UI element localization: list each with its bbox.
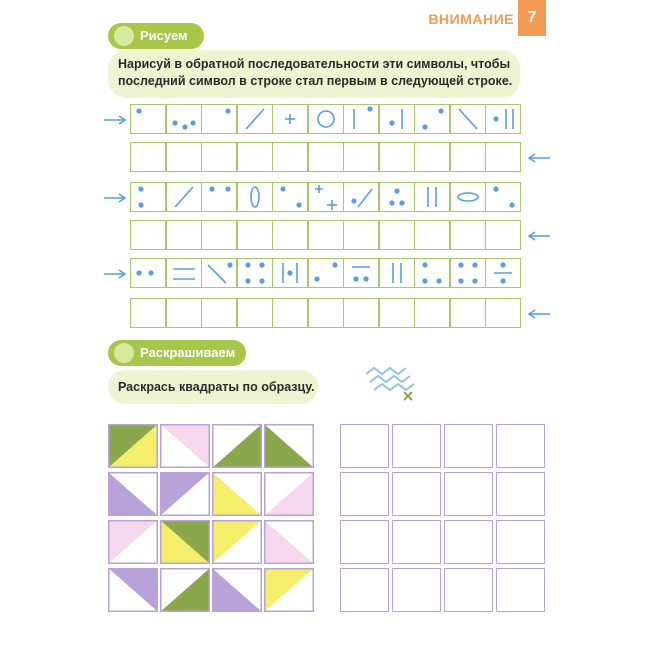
dot-vbar-symbol [380,105,414,133]
empty-symbol-cell[interactable] [130,298,166,328]
section-badge-draw [108,23,204,49]
symbol-cell [201,258,237,288]
symbol-cell [166,258,202,288]
empty-symbol-cell[interactable] [485,220,521,250]
pattern-square [160,472,210,516]
symbol-cell [414,104,450,134]
slash-symbol [167,183,201,211]
pattern-square [212,472,262,516]
symbol-cell [130,182,166,212]
empty-square[interactable] [496,424,545,468]
empty-symbol-cell[interactable] [343,220,379,250]
section-draw-title: Рисуем [140,28,188,43]
pattern-square [108,424,158,468]
dots-2h-symbol [131,259,165,287]
symbol-cell [272,104,308,134]
empty-symbol-cell[interactable] [166,298,202,328]
dot-2bars-symbol [486,105,520,133]
empty-square[interactable] [392,472,441,516]
empty-symbol-cell[interactable] [343,298,379,328]
palette-icon [114,26,134,46]
empty-square[interactable] [392,520,441,564]
dots-h-symbol [202,183,236,211]
circle-symbol [309,105,343,133]
brush-icon [114,343,134,363]
empty-symbol-cell[interactable] [272,220,308,250]
plus-symbol [273,105,307,133]
dot-dot-small-symbol [309,259,343,287]
pattern-square [212,568,262,612]
symbol-cell [166,104,202,134]
symbol-cell [130,258,166,288]
symbol-cell [379,258,415,288]
dots-4b-symbol [451,259,485,287]
pattern-square [160,568,210,612]
pattern-square [108,568,158,612]
empty-symbol-cell[interactable] [237,298,273,328]
empty-symbol-cell[interactable] [201,298,237,328]
section-color-title: Раскрашиваем [140,345,236,360]
dot-tl-symbol [131,105,165,133]
pattern-square [264,424,314,468]
symbol-cell [379,104,415,134]
empty-symbol-cell[interactable] [166,220,202,250]
slash-symbol [238,105,272,133]
dots-diag2-symbol [273,183,307,211]
empty-symbol-cell[interactable] [237,142,273,172]
bars-2b-symbol [380,259,414,287]
empty-square[interactable] [444,568,493,612]
instruction-line-1: Нарисуй в обратной последовательности эти символы, чтобы [118,57,511,71]
dots-3b-symbol [380,183,414,211]
pattern-square [160,520,210,564]
instruction-line-2: последний символ в строке стал первым в следующей строке. [118,74,513,88]
empty-symbol-cell[interactable] [272,142,308,172]
arrow-right-icon [104,267,128,279]
dots-3-symbol [167,105,201,133]
empty-square[interactable] [340,472,389,516]
ellipse-h-symbol [451,183,485,211]
symbol-cell [308,258,344,288]
symbol-cell [485,258,521,288]
pattern-square [212,424,262,468]
symbol-cell [343,104,379,134]
symbol-row [130,104,520,134]
empty-symbol-cell[interactable] [308,298,344,328]
symbol-cell [308,182,344,212]
pattern-square [264,472,314,516]
dot-slash-symbol [344,183,378,211]
arrow-right-icon [104,191,128,203]
symbol-cell [130,104,166,134]
symbol-cell [485,104,521,134]
symbol-cell [450,104,486,134]
symbol-cell [272,258,308,288]
empty-symbol-cell[interactable] [485,142,521,172]
bar-dot-bar-symbol [273,259,307,287]
empty-symbol-cell[interactable] [450,142,486,172]
arrow-left-icon [526,229,550,241]
symbol-row [130,298,520,328]
color-instruction: Раскрась квадраты по образцу. [118,380,315,394]
pattern-square [108,472,158,516]
task-box-color [108,370,318,404]
empty-symbol-cell[interactable] [414,220,450,250]
empty-symbol-cell[interactable] [450,220,486,250]
empty-symbol-cell[interactable] [485,298,521,328]
symbol-cell [237,104,273,134]
empty-square[interactable] [340,568,389,612]
empty-symbol-cell[interactable] [308,220,344,250]
dots-diag-symbol [415,105,449,133]
dots-bar-mid-symbol [486,259,520,287]
empty-symbol-cell[interactable] [237,220,273,250]
pattern-square [160,424,210,468]
symbol-cell [414,182,450,212]
symbol-cell [450,258,486,288]
page-number: 7 [518,0,546,36]
bar-dot-symbol [344,105,378,133]
empty-symbol-cell[interactable] [201,220,237,250]
pattern-square [264,568,314,612]
pattern-square [264,520,314,564]
empty-square[interactable] [444,424,493,468]
empty-symbol-cell[interactable] [414,298,450,328]
empty-symbol-cell[interactable] [379,220,415,250]
dots-3c-symbol [415,259,449,287]
task-box-draw [108,50,520,98]
symbol-cell [201,182,237,212]
empty-symbol-cell[interactable] [130,142,166,172]
arrow-left-icon [526,151,550,163]
empty-symbol-cell[interactable] [201,142,237,172]
symbol-cell [450,182,486,212]
symbol-cell [343,258,379,288]
empty-square[interactable] [496,472,545,516]
empty-symbol-cell[interactable] [379,142,415,172]
symbol-cell [166,182,202,212]
dot-backslash-symbol [202,259,236,287]
symbol-cell [237,182,273,212]
bars-2-symbol [415,183,449,211]
bars-h2-symbol [167,259,201,287]
empty-symbol-cell[interactable] [450,298,486,328]
zigzag-decoration-icon [364,362,424,406]
symbol-cell [343,182,379,212]
empty-symbol-cell[interactable] [379,298,415,328]
symbol-row [130,220,520,250]
empty-symbol-cell[interactable] [343,142,379,172]
symbol-cell [201,104,237,134]
arrow-left-icon [526,307,550,319]
pattern-square [212,520,262,564]
dots-4-symbol [238,259,272,287]
dots-bar-symbol [344,259,378,287]
symbol-cell [414,258,450,288]
dots-diag3-symbol [486,183,520,211]
dots-v-symbol [131,183,165,211]
empty-square[interactable] [340,424,389,468]
symbol-cell [485,182,521,212]
empty-square[interactable] [496,520,545,564]
symbol-row [130,142,520,172]
symbol-cell [379,182,415,212]
empty-square[interactable] [496,568,545,612]
header-title: ВНИМАНИЕ [428,11,514,27]
empty-symbol-cell[interactable] [272,298,308,328]
empty-square[interactable] [444,520,493,564]
symbol-cell [237,258,273,288]
empty-symbol-cell[interactable] [166,142,202,172]
symbol-cell [308,104,344,134]
section-badge-color [108,340,246,366]
empty-square[interactable] [392,424,441,468]
symbol-row [130,182,520,212]
empty-symbol-cell[interactable] [414,142,450,172]
empty-symbol-cell[interactable] [130,220,166,250]
empty-symbol-cell[interactable] [308,142,344,172]
backslash-symbol [451,105,485,133]
empty-square[interactable] [392,568,441,612]
pattern-square [108,520,158,564]
arrow-right-icon [104,113,128,125]
empty-square[interactable] [444,472,493,516]
empty-square[interactable] [340,520,389,564]
symbol-row [130,258,520,288]
ellipse-v-symbol [238,183,272,211]
dot-tr-symbol [202,105,236,133]
symbol-cell [272,182,308,212]
plus-2-symbol [309,183,343,211]
